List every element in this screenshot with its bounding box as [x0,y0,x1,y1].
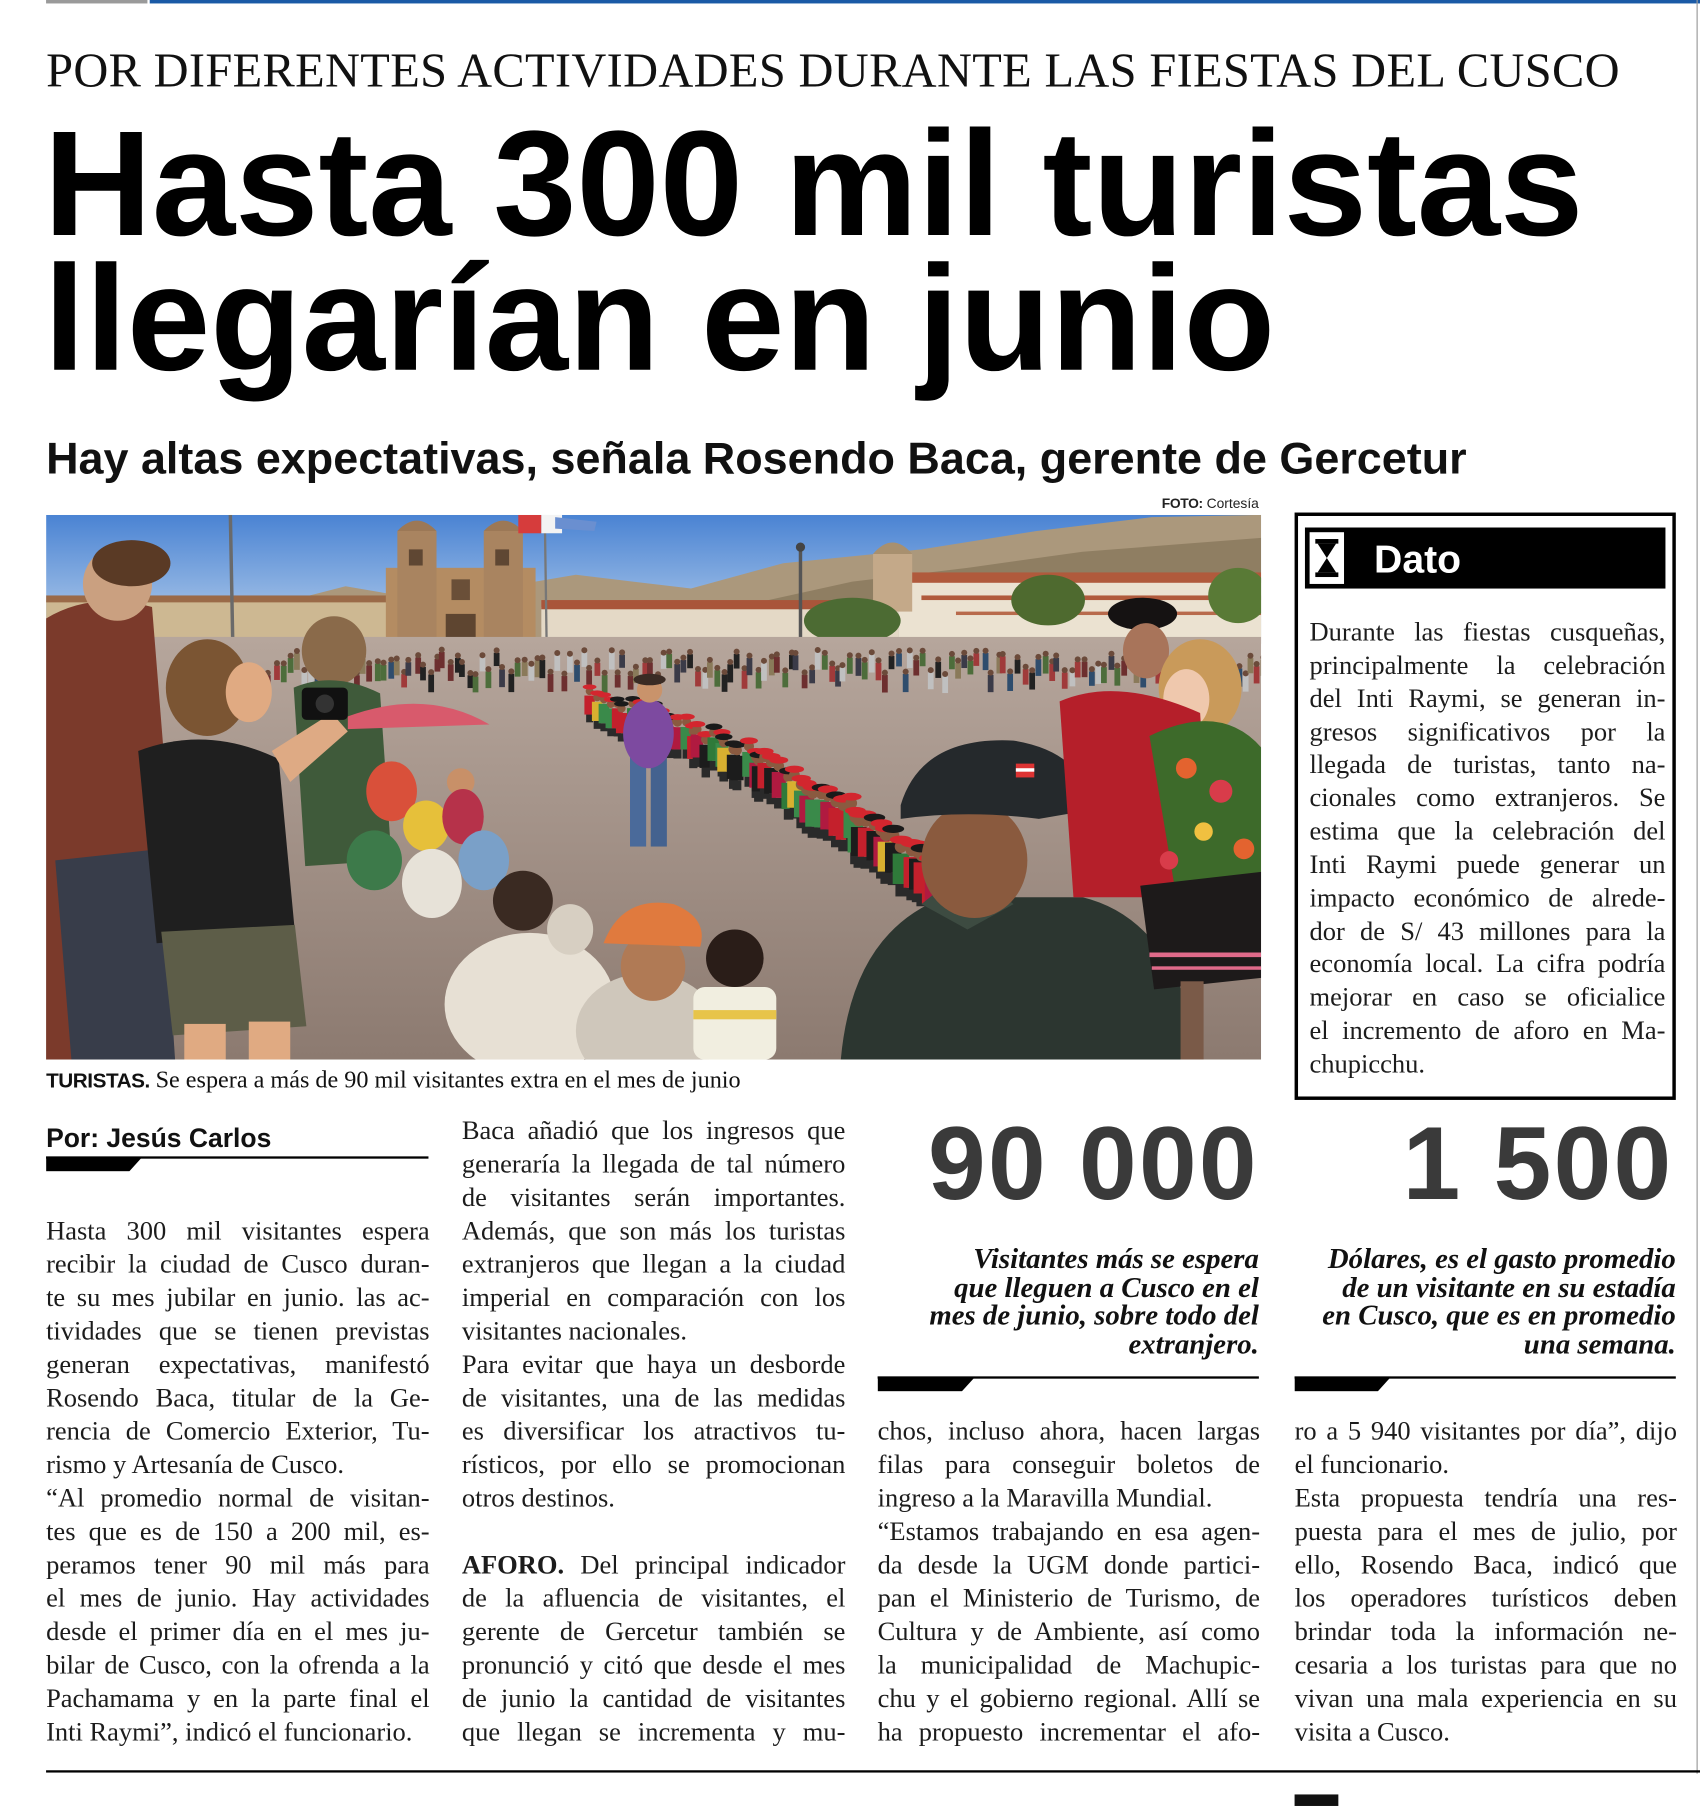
crowd-figure [942,671,948,693]
crowd-figure [1247,653,1253,674]
text-line: el funcionario. [1294,1450,1450,1479]
text-line: otros destinos. [461,1483,615,1513]
text-line: da desde la UGM donde partici- [877,1550,1261,1580]
page-edge [1697,0,1698,1774]
text-line: el mes de junio. Hay actividades [46,1583,430,1613]
crowd-figure [375,658,381,681]
text-line: Para evitar que haya un desborde [461,1349,846,1379]
crowd-figure [793,650,799,670]
crowd-figure [889,651,895,670]
text-line: Cultura y de Ambiente, así como [877,1617,1261,1646]
text-line: es diversificar los atractivos tu- [461,1416,846,1446]
text-line: ello, Rosendo Baca, indicó que [1294,1550,1677,1580]
crowd-figure [882,670,888,693]
text-line: del Inti Raymi, se generan in- [1309,683,1666,713]
stat-caption-visitors [806,1243,1259,1360]
headline [43,99,1680,402]
crowd-figure [288,653,294,673]
kicker: POR DIFERENTES ACTIVIDADES DURANTE LAS FIESTAS DEL CUSCO [46,44,1620,98]
stat-caption-line: una semana. [1523,1328,1676,1360]
crowd-figure [920,648,926,667]
crowd-figure [479,652,485,671]
crowd-figure [907,647,913,668]
crowd-figure [734,649,740,669]
paragraph [878,1414,1260,1514]
crowd-figure [774,651,780,672]
crowd-figure [1082,656,1088,677]
crowd-figure [913,655,919,676]
crowd-figure [619,649,625,667]
text-line: mejorar en caso se oficialice [1309,982,1666,1012]
crowd-figure [467,670,473,688]
crowd-figure [548,669,554,692]
crowd-figure [567,651,573,673]
text-line: de la afluencia de visitantes, el [461,1583,846,1613]
stat-caption-line: extranjero. [1128,1328,1259,1360]
paragraph [1295,1481,1677,1748]
text-line: “Estamos trabajando en esa agen- [877,1516,1261,1546]
crowd-figure [928,667,934,689]
crowd-figure [955,658,961,679]
text-line: chu y el gobierno regional. Allí se [877,1683,1261,1713]
text-line: “Al promedio normal de visitan- [46,1483,430,1513]
crowd-figure [782,667,788,687]
crowd-figure [661,650,667,669]
crowd-figure [802,669,808,688]
crowd-figure [949,651,955,669]
crowd-figure [1114,663,1120,686]
crowd-figure [1108,651,1114,670]
text-line: llegada de turistas, tanto na- [1309,750,1666,780]
crowd-figure [876,657,882,680]
text-line: rencia de Comercio Exterior, Tu- [46,1416,430,1446]
crowd-figure [761,658,767,681]
crowd-figure [869,649,875,672]
crowd-figure [746,653,752,676]
crowd-figure [439,647,445,669]
crowd-figure [1089,666,1095,686]
column-1 [46,1214,430,1748]
crowd-figure [769,653,775,675]
text-line: extranjeros que llegan a la ciudad [461,1249,846,1279]
crowd-figure [727,659,733,682]
text-line: Además, que son más los turistas [461,1216,846,1246]
crowd-figure [1053,652,1059,671]
crowd-figure [961,650,967,668]
paragraph [46,1481,430,1748]
crowd-figure [707,657,713,678]
crowd-figure [388,657,394,679]
crowd-figure [1075,656,1081,677]
crowd-figure [473,671,479,692]
crowd-figure [586,665,592,685]
text-line: Baca añadió que los ingresos que [461,1116,846,1145]
text-line: ha propuesto incrementar el afo- [877,1717,1261,1747]
crowd-figure [988,670,994,693]
stat-caption-line: que lleguen a Cusco en el [954,1272,1259,1304]
crowd-figure [1015,654,1021,673]
crowd-figure [301,667,307,686]
crowd-figure [294,648,300,670]
crowd-figure [809,664,815,683]
crowd-figure [903,669,909,692]
crowd-figure [602,670,608,693]
crowd-figure [1029,667,1035,689]
paragraph [46,1214,430,1481]
text-line: recibir la ciudad de Cusco duran- [46,1249,430,1279]
crowd-figure [420,662,426,681]
crowd-figure [594,657,600,675]
stat-bar [878,1376,976,1391]
text-line: filas para conseguir boletos de [877,1450,1261,1479]
stat-caption-line: Visitantes más se espera [973,1243,1259,1276]
text-line: Inti Raymi”, indicó el funcionario. [46,1717,413,1747]
crowd-figure [281,660,287,682]
crowd-figure [394,655,400,675]
crowd-figure [615,669,621,687]
text-line: generan expectativas, manifestó [46,1349,430,1379]
crowd-figure [522,657,528,676]
crowd-figure [581,647,587,667]
crowd-figure [695,666,701,686]
byline: Por: Jesús Carlos [46,1122,272,1153]
text-line: rísticos, por ello se promocionan [461,1450,846,1479]
crowd-figure [1007,668,1013,691]
crowd-figure [722,669,728,692]
text-line: puesta para el mes de julio, por [1294,1516,1677,1546]
hourglass-icon [1310,532,1345,584]
crowd-figure [1023,664,1029,685]
crowd-figure [1062,667,1068,689]
text-line: brindar toda la información ne- [1294,1617,1677,1646]
text-line: impacto económico de alrede- [1309,883,1666,912]
crowd-figure [515,657,521,676]
text-line: economía local. La cifra podría [1309,949,1666,979]
crowd-figure [539,654,545,678]
paragraph [1295,1414,1677,1481]
text-line: estima que la celebración del [1309,816,1666,846]
crowd-figure [983,648,989,670]
crowd-figure [381,660,387,681]
stat-number-visitors: 90 000 [927,1106,1259,1223]
text-line: la municipalidad de Machupic- [877,1650,1261,1680]
crowd-figure [829,660,835,681]
crowd-figure [935,656,941,677]
text-line: desde el primer día en el mes ju- [46,1617,430,1646]
paragraph [462,1548,846,1748]
text-line: los operadores turísticos deben [1294,1583,1677,1613]
crowd-figure [896,648,902,666]
crowd-figure [499,664,505,687]
text-line: gresos significativos por la [1309,717,1666,746]
crowd-figure [1101,662,1107,683]
text-line: rismo y Artesanía de Cusco. [46,1450,345,1479]
crowd-figure [862,657,868,680]
dato-text [1310,616,1666,1081]
photo-caption-text: Se espera a más de 90 mil visitantes extra en el mes de junio [155,1065,741,1094]
text-line: te su mes jubilar en junio. las ac- [46,1283,430,1312]
bottom-rule [46,1770,1700,1772]
crowd-figure [847,652,853,674]
section-lead: AFORO. [461,1550,565,1580]
text-line: pronunció y citó que desde el mes [461,1650,846,1680]
text-line: peramos tener 90 mil más para [46,1550,430,1580]
stat-caption-line: en Cusco, que es en promedio [1322,1300,1676,1332]
dato-title: Dato [1374,537,1462,582]
text-line: gerente de Gercetur también se [461,1617,846,1646]
text-line: vivan una mala experiencia en su [1294,1683,1677,1713]
paragraph [462,1114,846,1348]
crowd-figure [428,669,434,692]
crowd-figure [1035,654,1041,676]
crowd-figure [448,659,454,681]
crowd-figure [628,671,634,690]
text-line: ro a 5 940 visitantes por día”, dijo [1294,1416,1677,1446]
crowd-figure [666,649,672,669]
crowd-figure [680,655,686,673]
text-line [462,1548,846,1581]
text-line: Durante las fiestas cusqueñas, [1309,617,1666,647]
text-line: chos, incluso ahora, hacen largas [877,1416,1261,1446]
crowd-figure [574,659,580,681]
text-line: cesaria a los turistas para que no [1294,1650,1677,1680]
text-line: Inti Raymi puede generar un [1309,849,1666,879]
text-line: ingreso a la Maravilla Mundial. [877,1483,1213,1513]
crowd-figure [366,660,372,682]
crowd-figure [822,650,828,670]
stat-number-spending: 1 500 [1402,1106,1674,1223]
crowd-figure [687,649,693,668]
crowd-figure [815,647,821,670]
column-4 [1295,1414,1677,1748]
crowd-figure [1069,667,1075,686]
crowd-figure [508,668,514,692]
text-line: bilar de Cusco, con la ofrenda a la [46,1650,430,1680]
stat-caption-spending [1223,1243,1676,1360]
crowd-figure [528,661,534,681]
text-line: cionales como extranjeros. Se [1309,783,1666,813]
dato-header [1305,528,1666,589]
crowd-figure [274,660,280,680]
crowd-figure [561,671,567,692]
crowd-figure [967,655,973,674]
crowd-figure [405,657,411,676]
text-line: de visitantes, una de las medidas [461,1383,846,1413]
headline-line-1: Hasta 300 mil turistas [43,99,1584,268]
text-line: pan el Ministerio de Turismo, de [877,1583,1261,1613]
subheadline: Hay altas expectativas, señala Rosendo Baca, gerente de Gercetur [46,434,1467,484]
crowd-figure [855,653,861,676]
crowd-figure [839,662,845,681]
photo-credit-name: Cortesía [1206,495,1259,512]
photo-credit-label: FOTO: [1161,495,1203,512]
stat-caption-line: de un visitante en su estadía [1342,1272,1676,1304]
paragraph [878,1515,1260,1749]
crowd-figure [1243,670,1249,691]
crowd-figure [609,647,615,669]
text-line-rest: Del principal indicador [580,1550,846,1580]
crowd-figure [973,648,979,666]
plaza-photo [46,515,1261,1060]
crowd-figure [554,650,560,671]
text-line: de visitantes serán importantes. [461,1182,846,1212]
crowd-figure [756,667,762,689]
top-rule-gray [46,0,147,3]
photo-caption [46,1065,1267,1094]
cropped-fragment [1295,1794,1339,1806]
crowd-figure [1254,661,1260,683]
text-line: Esta propuesta tendría una res- [1294,1483,1677,1513]
crowd-figure [714,665,720,687]
paragraph [462,1348,846,1515]
photo-caption-label: TURISTAS. [46,1068,150,1092]
text-line: dor de S/ 43 millones para la [1309,916,1666,946]
text-line: Pachamama y en la parte final el [46,1683,430,1713]
text-line: de junio la cantidad de visitantes [461,1683,846,1713]
text-line: tividades que se tienen previstas [46,1316,430,1346]
stat-bar [1295,1376,1392,1391]
text-line: Rosendo Baca, titular de la Ge- [46,1383,430,1413]
crowd-figure [459,659,465,677]
text-line: visita a Cusco. [1294,1717,1450,1747]
crowd-figure [494,647,500,666]
crowd-figure [485,666,491,688]
stat-caption-line: Dólares, es el gasto promedio [1327,1243,1676,1276]
text-line: Hasta 300 mil visitantes espera [46,1216,430,1246]
crowd-figure [674,659,680,683]
byline-bar [46,1156,143,1171]
crowd-figure [1095,661,1101,684]
text-line: visitantes nacionales. [461,1316,687,1346]
photo-credit [1106,495,1259,511]
photo [46,515,1261,1060]
crowd-figure [1043,651,1049,674]
text-line: imperial en comparación con los [461,1283,846,1312]
column-3 [878,1414,1260,1748]
text-line: chupicchu. [1309,1049,1426,1079]
headline-line-2: llegarían en junio [43,233,1276,402]
text-line: que llegan se incrementa y mu- [461,1717,846,1747]
text-line: principalmente la celebración [1309,650,1666,680]
text-line: generaría la llegada de tal número [461,1149,846,1179]
stat-caption-line: mes de junio, sobre todo del [929,1300,1259,1332]
text-line: el incremento de aforo en Ma- [1309,1015,1666,1045]
column-2 [462,1114,846,1749]
text-line: tes que es de 150 a 200 mil, es- [46,1516,430,1546]
crowd-figure [647,657,653,675]
crowd-figure [1000,651,1006,673]
top-rule-blue [150,0,1700,3]
